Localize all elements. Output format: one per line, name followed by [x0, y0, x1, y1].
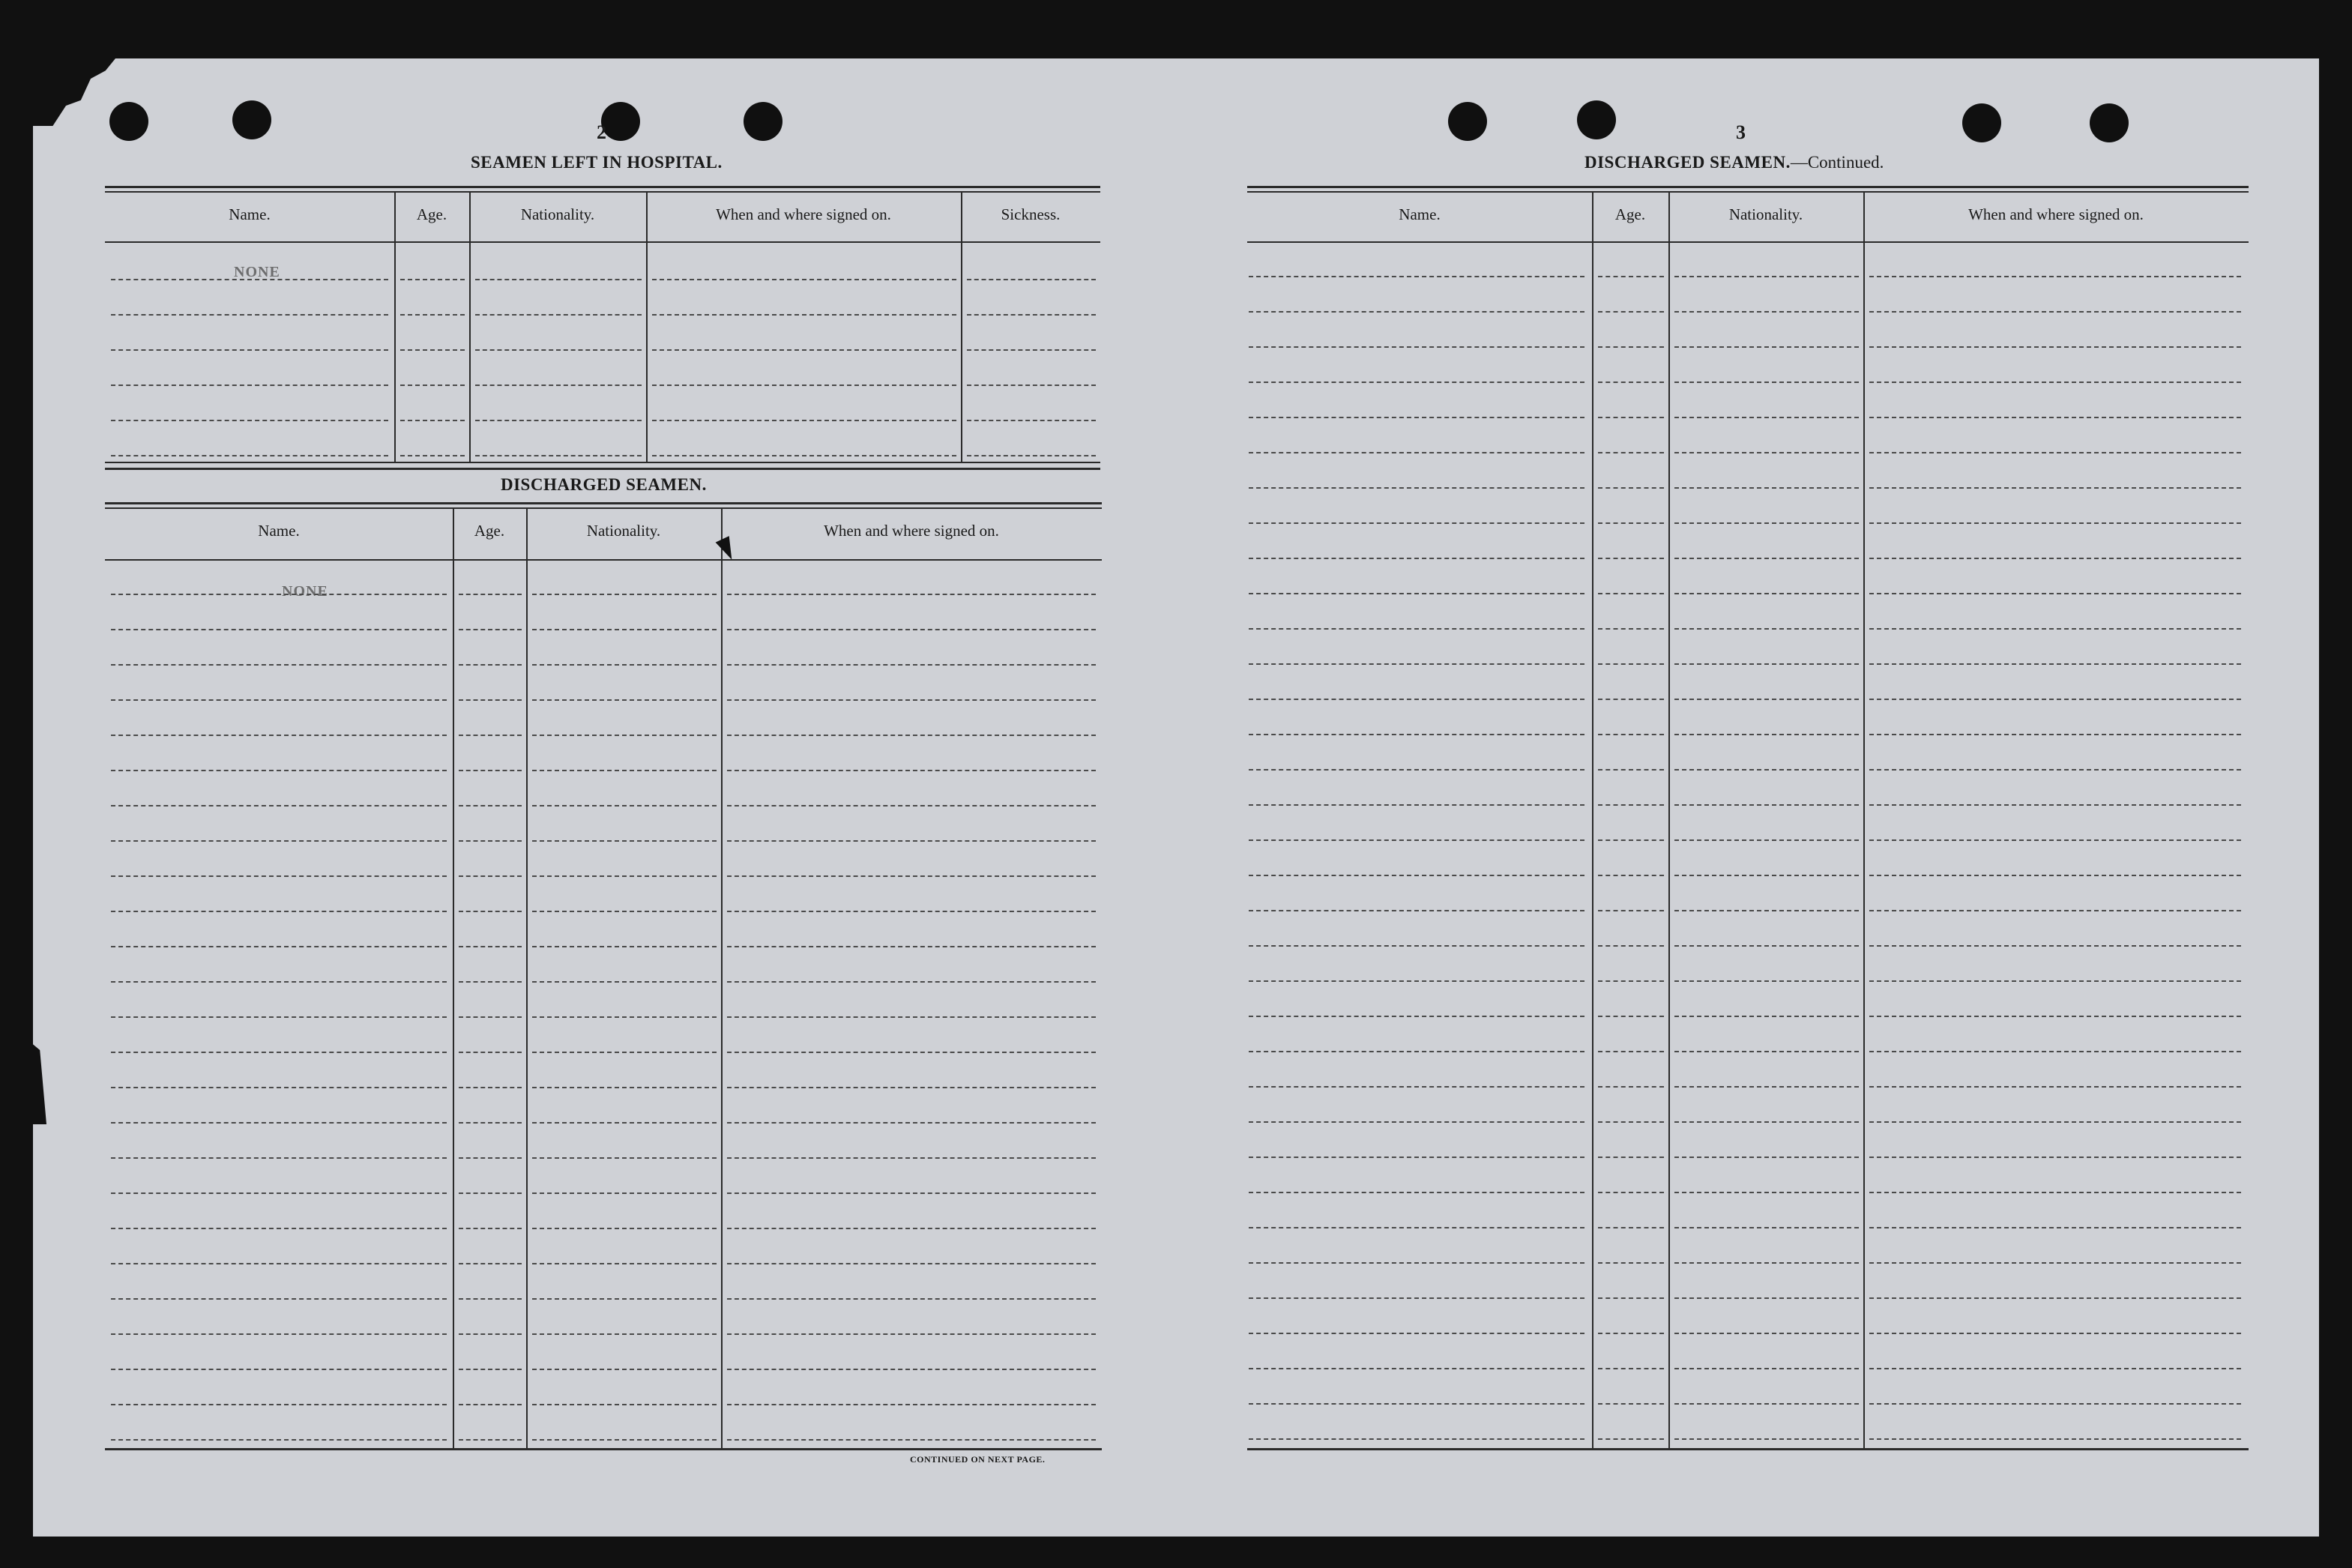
ruled-row-line	[1598, 558, 1664, 559]
ruled-row-line	[1869, 522, 2241, 524]
ruled-row-line	[1598, 417, 1664, 418]
ruled-row-line	[111, 629, 447, 630]
ruled-row-line	[475, 420, 642, 421]
ruled-row-line	[1674, 769, 1859, 771]
binder-hole	[109, 102, 148, 141]
hospital-col-signed-on: When and where signed on.	[716, 205, 891, 223]
right-col-signed-on: When and where signed on.	[1968, 205, 2144, 223]
ruled-row-line	[1869, 1403, 2241, 1405]
ruled-row-line	[1249, 276, 1584, 277]
ruled-row-line	[1869, 558, 2241, 559]
ruled-row-line	[459, 1333, 522, 1335]
ruled-row-line	[111, 1228, 447, 1229]
ruled-row-line	[1869, 699, 2241, 700]
ruled-row-line	[475, 349, 642, 351]
ruled-row-line	[400, 385, 465, 386]
ruled-row-line	[400, 314, 465, 316]
right-col-name: Name.	[1399, 205, 1441, 223]
ruled-row-line	[652, 314, 956, 316]
ruled-row-line	[1249, 346, 1584, 348]
ruled-row-line	[727, 594, 1096, 595]
ruled-row-line	[1674, 804, 1859, 806]
ruled-row-line	[1598, 1051, 1664, 1052]
ruled-row-line	[459, 1369, 522, 1370]
ruled-row-line	[1869, 1192, 2241, 1193]
ruled-row-line	[111, 1192, 447, 1194]
ruled-row-line	[1674, 311, 1859, 313]
ruled-row-line	[1674, 382, 1859, 383]
ruled-row-line	[727, 981, 1096, 983]
ruled-row-line	[1869, 945, 2241, 947]
ruled-row-line	[1674, 1297, 1859, 1299]
ruled-row-line	[1674, 980, 1859, 982]
ruled-row-line	[532, 1087, 717, 1088]
ruled-row-line	[1869, 452, 2241, 453]
discharged-continued-title: DISCHARGED SEAMEN.—Continued.	[1584, 153, 1884, 172]
ruled-row-line	[727, 1228, 1096, 1229]
ruled-row-line	[1869, 1086, 2241, 1088]
ruled-row-line	[1598, 1157, 1664, 1158]
discharged-col-age: Age.	[474, 522, 505, 540]
ruled-row-line	[532, 699, 717, 701]
ruled-row-line	[459, 1016, 522, 1018]
ruled-row-line	[459, 805, 522, 806]
ruled-row-line	[532, 770, 717, 771]
ruled-row-line	[532, 840, 717, 842]
ruled-row-line	[1869, 593, 2241, 594]
ruled-row-line	[1249, 910, 1584, 911]
ruled-row-line	[727, 875, 1096, 877]
ruled-row-line	[1674, 699, 1859, 700]
ruled-row-line	[111, 946, 447, 947]
ruled-row-line	[532, 1333, 717, 1335]
ruled-row-line	[967, 455, 1096, 456]
ruled-row-line	[1869, 1016, 2241, 1017]
ruled-row-line	[1249, 1368, 1584, 1369]
ruled-row-line	[1598, 593, 1664, 594]
ruled-row-line	[400, 349, 465, 351]
discharged-none-stamp: NONE	[282, 583, 328, 600]
ruled-row-line	[111, 1263, 447, 1264]
ruled-row-line	[652, 349, 956, 351]
ruled-row-line	[1598, 1192, 1664, 1193]
ruled-row-line	[459, 1404, 522, 1405]
ruled-row-line	[459, 699, 522, 701]
ruled-row-line	[111, 349, 388, 351]
ruled-row-line	[475, 314, 642, 316]
ruled-row-line	[967, 385, 1096, 386]
ruled-row-line	[1249, 875, 1584, 876]
ruled-row-line	[1249, 663, 1584, 665]
ruled-row-line	[1869, 734, 2241, 735]
ruled-row-line	[459, 1263, 522, 1264]
ruled-row-line	[1674, 1121, 1859, 1123]
ruled-row-line	[1869, 663, 2241, 665]
ruled-row-line	[111, 1052, 447, 1053]
ruled-row-line	[475, 455, 642, 456]
ruled-row-line	[111, 840, 447, 842]
ruled-row-line	[1598, 910, 1664, 911]
ruled-row-line	[652, 385, 956, 386]
ruled-row-line	[1598, 1403, 1664, 1405]
ruled-row-line	[111, 314, 388, 316]
ruled-row-line	[1869, 417, 2241, 418]
ruled-row-line	[1598, 1438, 1664, 1440]
ruled-row-line	[1674, 839, 1859, 841]
ruled-row-line	[111, 1016, 447, 1018]
ruled-row-line	[1598, 980, 1664, 982]
continued-footer: CONTINUED ON NEXT PAGE.	[910, 1454, 1046, 1465]
ruled-row-line	[1674, 452, 1859, 453]
ruled-row-line	[459, 735, 522, 736]
ruled-row-line	[1249, 839, 1584, 841]
ruled-row-line	[652, 279, 956, 280]
ruled-row-line	[1869, 487, 2241, 489]
ruled-row-line	[1674, 945, 1859, 947]
ruled-row-line	[1674, 276, 1859, 277]
ruled-row-line	[459, 1228, 522, 1229]
discharged-col-signed-on: When and where signed on.	[824, 522, 999, 540]
ruled-row-line	[532, 1369, 717, 1370]
ruled-row-line	[459, 1052, 522, 1053]
ruled-row-line	[532, 594, 717, 595]
ruled-row-line	[111, 735, 447, 736]
ruled-row-line	[1869, 628, 2241, 630]
hospital-col-age: Age.	[416, 205, 447, 223]
ruled-row-line	[727, 664, 1096, 666]
ruled-row-line	[1869, 875, 2241, 876]
ruled-row-line	[532, 1263, 717, 1264]
ruled-row-line	[459, 946, 522, 947]
ruled-row-line	[532, 1439, 717, 1441]
ruled-row-line	[111, 594, 447, 595]
ruled-row-line	[1674, 487, 1859, 489]
ruled-row-line	[967, 349, 1096, 351]
ruled-row-line	[727, 1052, 1096, 1053]
ruled-row-line	[1249, 417, 1584, 418]
hospital-table	[105, 186, 1100, 471]
ruled-row-line	[727, 1333, 1096, 1335]
ruled-row-line	[1598, 628, 1664, 630]
ruled-row-line	[1674, 1333, 1859, 1334]
ruled-row-line	[1598, 875, 1664, 876]
hospital-none-stamp: NONE	[234, 264, 280, 280]
ruled-row-line	[1598, 1297, 1664, 1299]
ruled-row-line	[1249, 382, 1584, 383]
ruled-row-line	[727, 805, 1096, 806]
ruled-row-line	[727, 1404, 1096, 1405]
hospital-section-title: SEAMEN LEFT IN HOSPITAL.	[471, 153, 723, 172]
ruled-row-line	[1249, 980, 1584, 982]
ruled-row-line	[532, 1404, 717, 1405]
ruled-row-line	[475, 385, 642, 386]
ruled-row-line	[111, 911, 447, 912]
ruled-row-line	[1598, 1333, 1664, 1334]
ruled-row-line	[111, 875, 447, 877]
ruled-row-line	[400, 279, 465, 280]
ruled-row-line	[1249, 628, 1584, 630]
ruled-row-line	[459, 1298, 522, 1300]
ruled-row-line	[1674, 628, 1859, 630]
ruled-row-line	[1674, 1262, 1859, 1264]
ruled-row-line	[1249, 593, 1584, 594]
ruled-row-line	[1598, 1016, 1664, 1017]
ruled-row-line	[1674, 1438, 1859, 1440]
ruled-row-line	[459, 629, 522, 630]
ruled-row-line	[1869, 1157, 2241, 1158]
ruled-row-line	[459, 1157, 522, 1159]
ruled-row-line	[1598, 1227, 1664, 1228]
ruled-row-line	[1869, 1368, 2241, 1369]
ruled-row-line	[532, 1298, 717, 1300]
ruled-row-line	[532, 664, 717, 666]
binder-hole	[232, 100, 271, 139]
ruled-row-line	[1249, 1051, 1584, 1052]
ruled-row-line	[111, 1404, 447, 1405]
right-col-age: Age.	[1614, 205, 1646, 223]
ruled-row-line	[1674, 1192, 1859, 1193]
ruled-row-line	[727, 1298, 1096, 1300]
discharged-col-nationality: Nationality.	[586, 522, 661, 540]
ruled-row-line	[1249, 804, 1584, 806]
ruled-row-line	[1869, 1227, 2241, 1228]
hospital-col-sickness: Sickness.	[1001, 205, 1061, 223]
ruled-row-line	[532, 805, 717, 806]
ruled-row-line	[111, 981, 447, 983]
ruled-row-line	[727, 629, 1096, 630]
ruled-row-line	[1249, 1403, 1584, 1405]
ruled-row-line	[727, 1192, 1096, 1194]
ruled-row-line	[111, 805, 447, 806]
ruled-row-line	[1249, 1438, 1584, 1440]
ruled-row-line	[111, 1298, 447, 1300]
ruled-row-line	[1598, 382, 1664, 383]
ruled-row-line	[111, 1122, 447, 1124]
ruled-row-line	[1869, 769, 2241, 771]
ruled-row-line	[459, 770, 522, 771]
ruled-row-line	[1249, 1333, 1584, 1334]
ruled-row-line	[1598, 522, 1664, 524]
ruled-row-line	[532, 946, 717, 947]
discharged-section-title: DISCHARGED SEAMEN.	[501, 475, 707, 494]
ruled-row-line	[1674, 663, 1859, 665]
ruled-row-line	[1674, 910, 1859, 911]
ruled-row-line	[1869, 276, 2241, 277]
ruled-row-line	[111, 1333, 447, 1335]
ruled-row-line	[532, 1016, 717, 1018]
ruled-row-line	[1249, 452, 1584, 453]
ruled-row-line	[1869, 839, 2241, 841]
ruled-row-line	[459, 664, 522, 666]
ruled-row-line	[532, 1157, 717, 1159]
ruled-row-line	[1249, 1016, 1584, 1017]
ruled-row-line	[459, 981, 522, 983]
ruled-row-line	[1249, 487, 1584, 489]
ruled-row-line	[1249, 1192, 1584, 1193]
ruled-row-line	[1598, 734, 1664, 735]
binder-hole	[1448, 102, 1487, 141]
ruled-row-line	[1674, 1403, 1859, 1405]
ruled-row-line	[967, 279, 1096, 280]
ruled-row-line	[1249, 1121, 1584, 1123]
ruled-row-line	[967, 420, 1096, 421]
ruled-row-line	[111, 455, 388, 456]
ruled-row-line	[727, 1369, 1096, 1370]
ruled-row-line	[532, 911, 717, 912]
ruled-row-line	[727, 1263, 1096, 1264]
ruled-row-line	[1674, 1086, 1859, 1088]
ruled-row-line	[727, 1087, 1096, 1088]
ruled-row-line	[1598, 1262, 1664, 1264]
page-number-left: 2	[597, 121, 606, 143]
ruled-row-line	[459, 875, 522, 877]
ruled-row-line	[1869, 1262, 2241, 1264]
ruled-row-line	[727, 1157, 1096, 1159]
ruled-row-line	[1869, 910, 2241, 911]
binder-hole	[1577, 100, 1616, 139]
ruled-row-line	[459, 1122, 522, 1124]
ruled-row-line	[111, 1439, 447, 1441]
ruled-row-line	[475, 279, 642, 280]
ruled-row-line	[1249, 522, 1584, 524]
ruled-row-line	[1249, 1157, 1584, 1158]
ruled-row-line	[532, 981, 717, 983]
ruled-row-line	[727, 1439, 1096, 1441]
ruled-row-line	[652, 420, 956, 421]
ruled-row-line	[1674, 1051, 1859, 1052]
binder-hole	[1962, 103, 2001, 142]
ruled-row-line	[1249, 1262, 1584, 1264]
binder-hole	[601, 102, 640, 141]
ruled-row-line	[459, 1439, 522, 1441]
ruled-row-line	[111, 1157, 447, 1159]
ruled-row-line	[111, 420, 388, 421]
discharged-table-right	[1247, 186, 2249, 1453]
ruled-row-line	[111, 385, 388, 386]
ruled-row-line	[727, 735, 1096, 736]
ruled-row-line	[459, 594, 522, 595]
ruled-row-line	[1674, 558, 1859, 559]
ruled-row-line	[1869, 382, 2241, 383]
ruled-row-line	[1598, 945, 1664, 947]
ruled-row-line	[1869, 1121, 2241, 1123]
ruled-row-line	[459, 1087, 522, 1088]
ruled-row-line	[1598, 452, 1664, 453]
binder-hole	[2090, 103, 2129, 142]
ruled-row-line	[459, 840, 522, 842]
ruled-row-line	[1598, 839, 1664, 841]
ruled-row-line	[400, 420, 465, 421]
ruled-row-line	[1674, 1368, 1859, 1369]
ruled-row-line	[652, 455, 956, 456]
binder-hole	[744, 102, 783, 141]
ruled-row-line	[1249, 1086, 1584, 1088]
ruled-row-line	[532, 1052, 717, 1053]
discharged-col-name: Name.	[258, 522, 300, 540]
ruled-row-line	[1249, 558, 1584, 559]
ruled-row-line	[532, 1192, 717, 1194]
ruled-row-line	[1598, 663, 1664, 665]
ruled-row-line	[1869, 804, 2241, 806]
ruled-row-line	[1249, 769, 1584, 771]
ruled-row-line	[1598, 1086, 1664, 1088]
ruled-row-line	[1598, 769, 1664, 771]
ruled-row-line	[1869, 346, 2241, 348]
ruled-row-line	[111, 699, 447, 701]
ruled-row-line	[1674, 1016, 1859, 1017]
ruled-row-line	[1249, 734, 1584, 735]
ruled-row-line	[727, 911, 1096, 912]
ruled-row-line	[111, 1369, 447, 1370]
ruled-row-line	[532, 629, 717, 630]
page-number-right: 3	[1736, 121, 1746, 143]
ruled-row-line	[111, 1087, 447, 1088]
ruled-row-line	[111, 279, 388, 280]
ruled-row-line	[967, 314, 1096, 316]
ruled-row-line	[532, 735, 717, 736]
ruled-row-line	[532, 1228, 717, 1229]
ruled-row-line	[1674, 1227, 1859, 1228]
ruled-row-line	[459, 1192, 522, 1194]
ruled-row-line	[1598, 276, 1664, 277]
hospital-col-nationality: Nationality.	[520, 205, 595, 223]
ruled-row-line	[727, 699, 1096, 701]
ruled-row-line	[727, 1122, 1096, 1124]
ruled-row-line	[1249, 311, 1584, 313]
ruled-row-line	[1598, 1368, 1664, 1369]
ruled-row-line	[1598, 1121, 1664, 1123]
ruled-row-line	[1869, 1297, 2241, 1299]
hospital-col-name: Name.	[229, 205, 271, 223]
ruled-row-line	[459, 911, 522, 912]
ruled-row-line	[111, 770, 447, 771]
ruled-row-line	[1869, 980, 2241, 982]
ruled-row-line	[1674, 346, 1859, 348]
ruled-row-line	[532, 875, 717, 877]
ruled-row-line	[1598, 311, 1664, 313]
ruled-row-line	[727, 946, 1096, 947]
right-col-nationality: Nationality.	[1728, 205, 1803, 223]
ruled-row-line	[1249, 1297, 1584, 1299]
ruled-row-line	[1598, 804, 1664, 806]
ruled-row-line	[1598, 699, 1664, 700]
ruled-row-line	[1674, 875, 1859, 876]
ruled-row-line	[1598, 487, 1664, 489]
ruled-row-line	[1674, 417, 1859, 418]
ruled-row-line	[1249, 1227, 1584, 1228]
ruled-row-line	[1869, 311, 2241, 313]
ruled-row-line	[1674, 1157, 1859, 1158]
ruled-row-line	[1869, 1333, 2241, 1334]
ruled-row-line	[1249, 945, 1584, 947]
ruled-row-line	[727, 770, 1096, 771]
ruled-row-line	[727, 1016, 1096, 1018]
ruled-row-line	[1869, 1051, 2241, 1052]
ruled-row-line	[400, 455, 465, 456]
ruled-row-line	[1674, 522, 1859, 524]
ruled-row-line	[727, 840, 1096, 842]
ruled-row-line	[1674, 593, 1859, 594]
ruled-row-line	[1869, 1438, 2241, 1440]
ruled-row-line	[111, 664, 447, 666]
ruled-row-line	[1674, 734, 1859, 735]
ruled-row-line	[1249, 699, 1584, 700]
ruled-row-line	[1598, 346, 1664, 348]
discharged-table-left	[105, 502, 1102, 1453]
ruled-row-line	[532, 1122, 717, 1124]
